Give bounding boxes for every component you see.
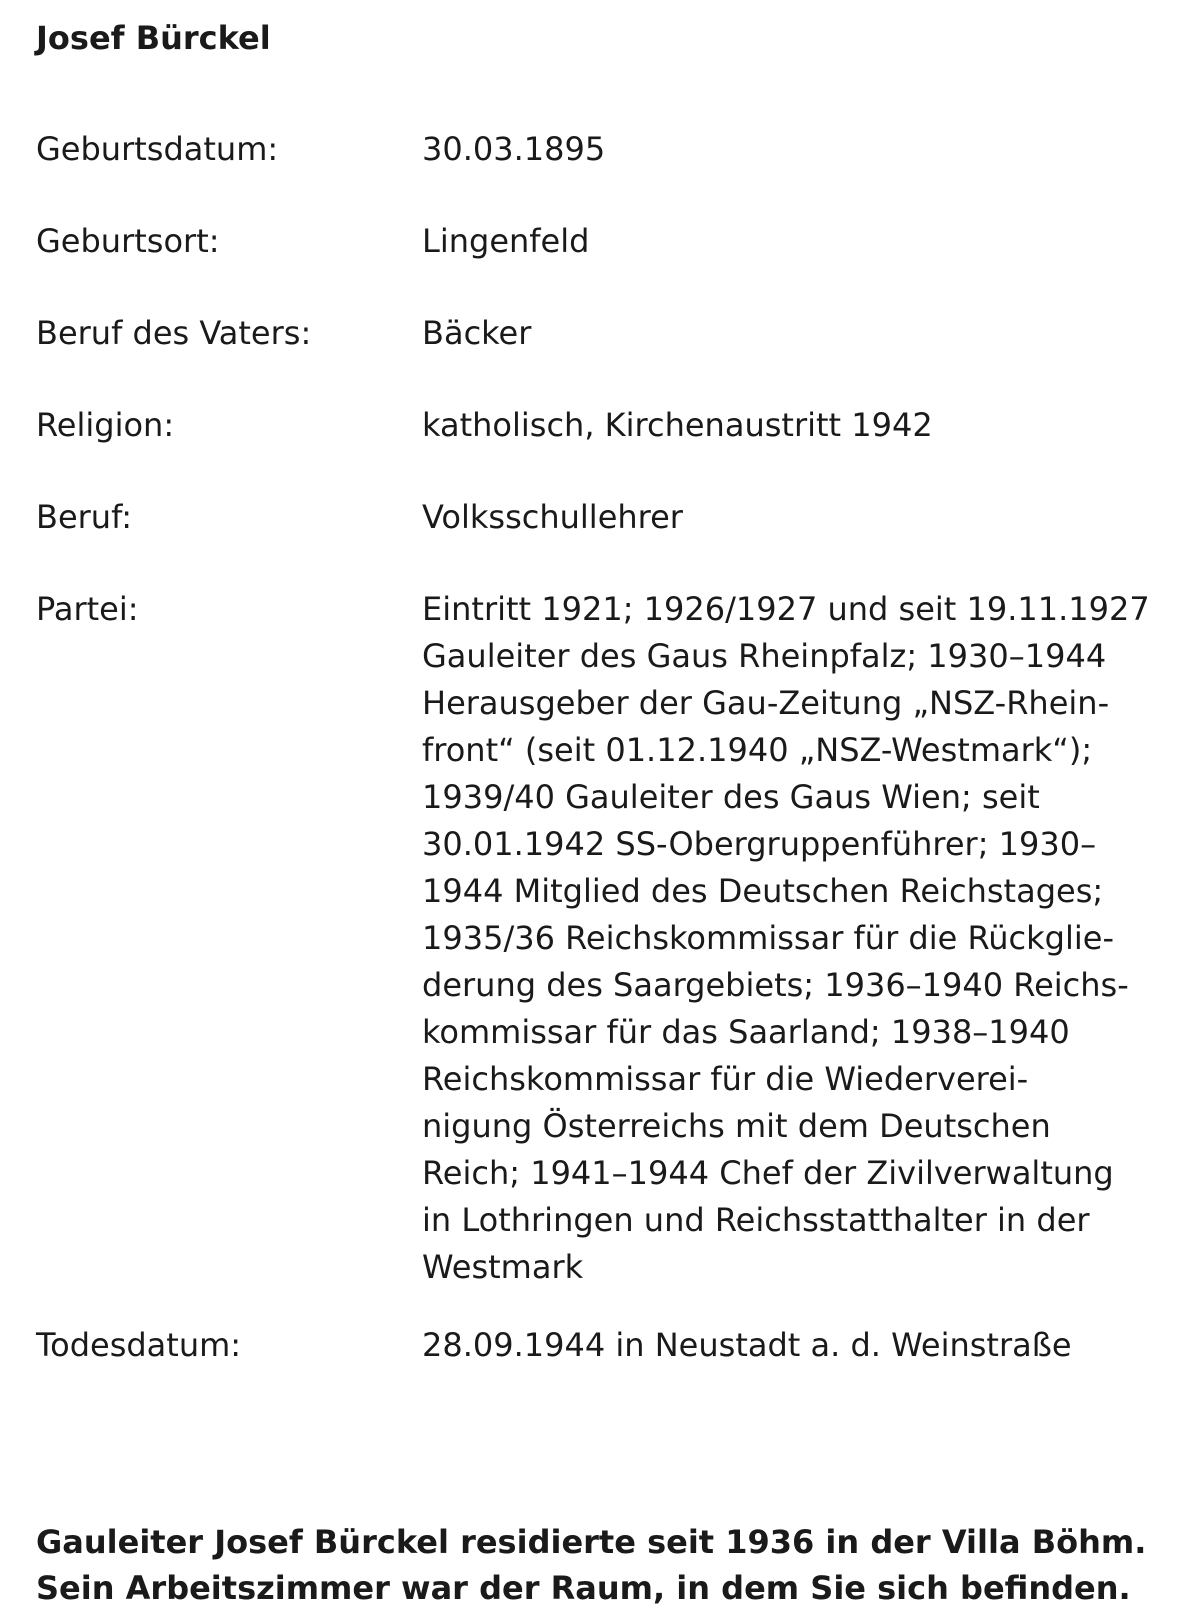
value-line: nigung Österreichs mit dem Deutschen (422, 1107, 1051, 1145)
row-value: 30.03.1895 (422, 130, 606, 168)
row-value: Lingenfeld (422, 222, 590, 260)
value-line: Eintritt 1921; 1926/1927 und seit 19.11.1927 (422, 590, 1150, 628)
row-label: Partei: (36, 590, 139, 628)
row-value: Bäcker (422, 314, 532, 352)
value-line: 1944 Mitglied des Deutschen Reichstages; (422, 872, 1104, 910)
row-label: Geburtsort: (36, 222, 220, 260)
info-row-todesdatum (36, 1322, 1166, 1369)
footer-line: Gauleiter Josef Bürckel residierte seit 1936 in der Villa Böhm. (36, 1523, 1147, 1561)
page-title: Josef Bürckel (36, 19, 271, 57)
info-row-religion (36, 402, 1166, 449)
row-label: Todesdatum: (36, 1326, 242, 1364)
row-value: Volksschullehrer (422, 498, 683, 536)
info-row-beruf (36, 494, 1166, 541)
value-line: in Lothringen und Reichsstatthalter in der (422, 1201, 1090, 1239)
value-line: Reich; 1941–1944 Chef der Zivilverwaltung (422, 1154, 1114, 1192)
info-row-partei (36, 586, 1166, 1291)
row-label: Geburtsdatum: (36, 130, 279, 168)
row-value: 28.09.1944 in Neustadt a. d. Weinstraße (422, 1326, 1072, 1364)
value-line: Reichskommissar für die Wiederverei- (422, 1060, 1029, 1098)
footer-note (36, 1519, 1166, 1611)
footer-line: Sein Arbeitszimmer war der Raum, in dem Sie sich befinden. (36, 1569, 1131, 1607)
value-line: derung des Saargebiets; 1936–1940 Reichs- (422, 966, 1129, 1004)
value-line: Westmark (422, 1248, 584, 1286)
value-line: Herausgeber der Gau-Zeitung „NSZ-Rhein- (422, 684, 1110, 722)
value-line: 30.01.1942 SS-Obergruppenführer; 1930– (422, 825, 1097, 863)
row-label: Beruf des Vaters: (36, 314, 312, 352)
value-line: Gauleiter des Gaus Rheinpfalz; 1930–1944 (422, 637, 1107, 675)
value-line: 1935/36 Reichskommissar für die Rückglie- (422, 919, 1114, 957)
row-value (422, 586, 1166, 1291)
info-row-geburtsdatum (36, 126, 1166, 173)
row-value: katholisch, Kirchenaustritt 1942 (422, 406, 933, 444)
value-line: 1939/40 Gauleiter des Gaus Wien; seit (422, 778, 1040, 816)
row-label: Religion: (36, 406, 175, 444)
value-line: kommissar für das Saarland; 1938–1940 (422, 1013, 1070, 1051)
info-row-geburtsort (36, 218, 1166, 265)
value-line: front“ (seit 01.12.1940 „NSZ-Westmark“); (422, 731, 1093, 769)
row-label: Beruf: (36, 498, 132, 536)
info-row-beruf-des-vaters (36, 310, 1166, 357)
